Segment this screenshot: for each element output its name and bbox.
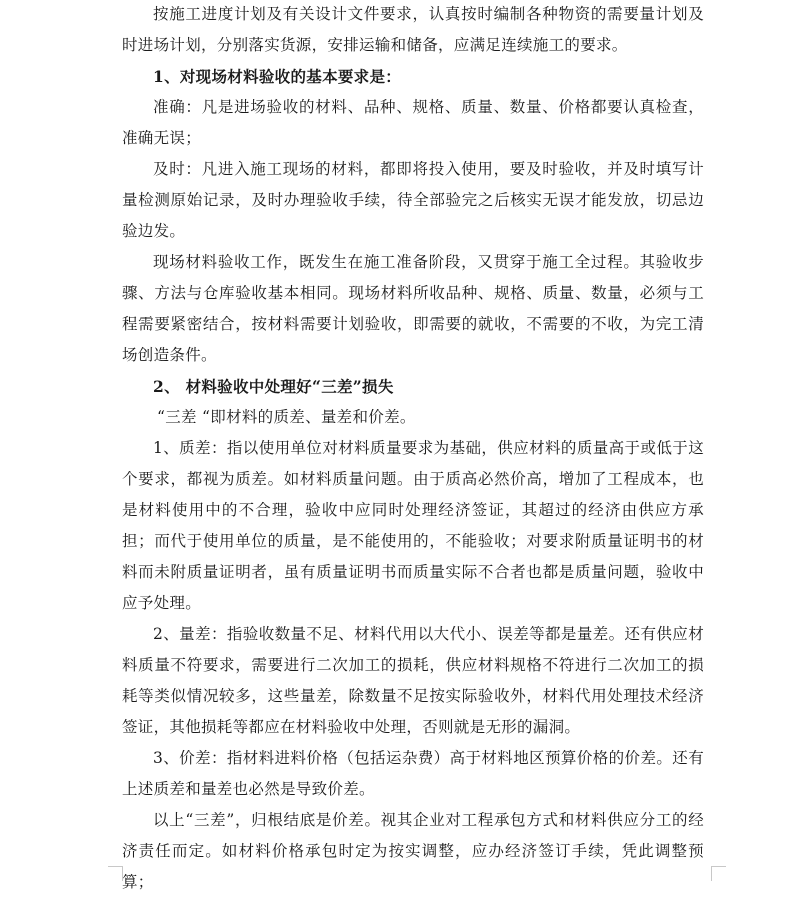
heading-three-differences: 2、 材料验收中处理好“三差”损失 bbox=[153, 377, 394, 396]
page-corner-mark-right bbox=[711, 866, 726, 881]
paragraph-conclusion: 以上“三差”，归根结底是价差。视其企业对工程承包方式和材料供应分工的经济责任而定。如材料价格承包时定为按实调整，应办经济签订手续，凭此调整预算； bbox=[122, 811, 704, 891]
paragraph-site-acceptance: 现场材料验收工作，既发生在施工准备阶段，又贯穿于施工全过程。其验收步骤、方法与仓库验收基本相同。现场材料所收品种、规格、质量、数量，必须与工程需要紧密结合，按材料需要计划验收，即需要的就收，不需要的不收，为完工清场创造条件。 bbox=[122, 253, 704, 364]
document-body bbox=[122, 0, 704, 898]
paragraph-price-difference: 3、价差：指材料进料价格（包括运杂费）高于材料地区预算价格的价差。还有上述质差和量差也必然是导致价差。 bbox=[122, 749, 704, 798]
paragraph-quantity-difference: 2、量差：指验收数量不足、材料代用以大代小、误差等都是量差。还有供应材料质量不符要求，需要进行二次加工的损耗，供应材料规格不符进行二次加工的损耗等类似情况较多，这些量差，除数量不足按实际验收外，材料代用处理技术经济签证，其他损耗等都应在材料验收中处理，否则就是无形的漏洞。 bbox=[122, 625, 704, 736]
paragraph-supply-plan: 按施工进度计划及有关设计文件要求，认真按时编制各种物资的需要量计划及时进场计划，分别落实货源，安排运输和储备，应满足连续施工的要求。 bbox=[122, 5, 704, 54]
paragraph-accurate: 准确：凡是进场验收的材料、品种、规格、质量、数量、价格都要认真检查，准确无误； bbox=[122, 98, 704, 147]
paragraph-three-differences-def: “三差 “即材料的质差、量差和价差。 bbox=[157, 408, 416, 426]
paragraph-timely: 及时：凡进入施工现场的材料，都即将投入使用，要及时验收，并及时填写计量检测原始记录，及时办理验收手续，待全部验完之后核实无误才能发放，切忌边验边发。 bbox=[122, 160, 704, 240]
paragraph-quality-difference: 1、质差：指以使用单位对材料质量要求为基础，供应材料的质量高于或低于这个要求，都视为质差。如材料质量问题。由于质高必然价高，增加了工程成本，也是材料使用中的不合理，验收中应同时处理经济签证，其超过的经济由供应方承担；而代于使用单位的质量，是不能使用的，不能验收；对要求附质量证明书的材料而未附质量证明者，虽有质量证明书而质量实际不合者也都是质量问题，验收中应予处理。 bbox=[122, 439, 704, 612]
heading-acceptance-requirements: 1、对现场材料验收的基本要求是： bbox=[153, 67, 402, 86]
page-corner-mark-left bbox=[108, 866, 123, 881]
